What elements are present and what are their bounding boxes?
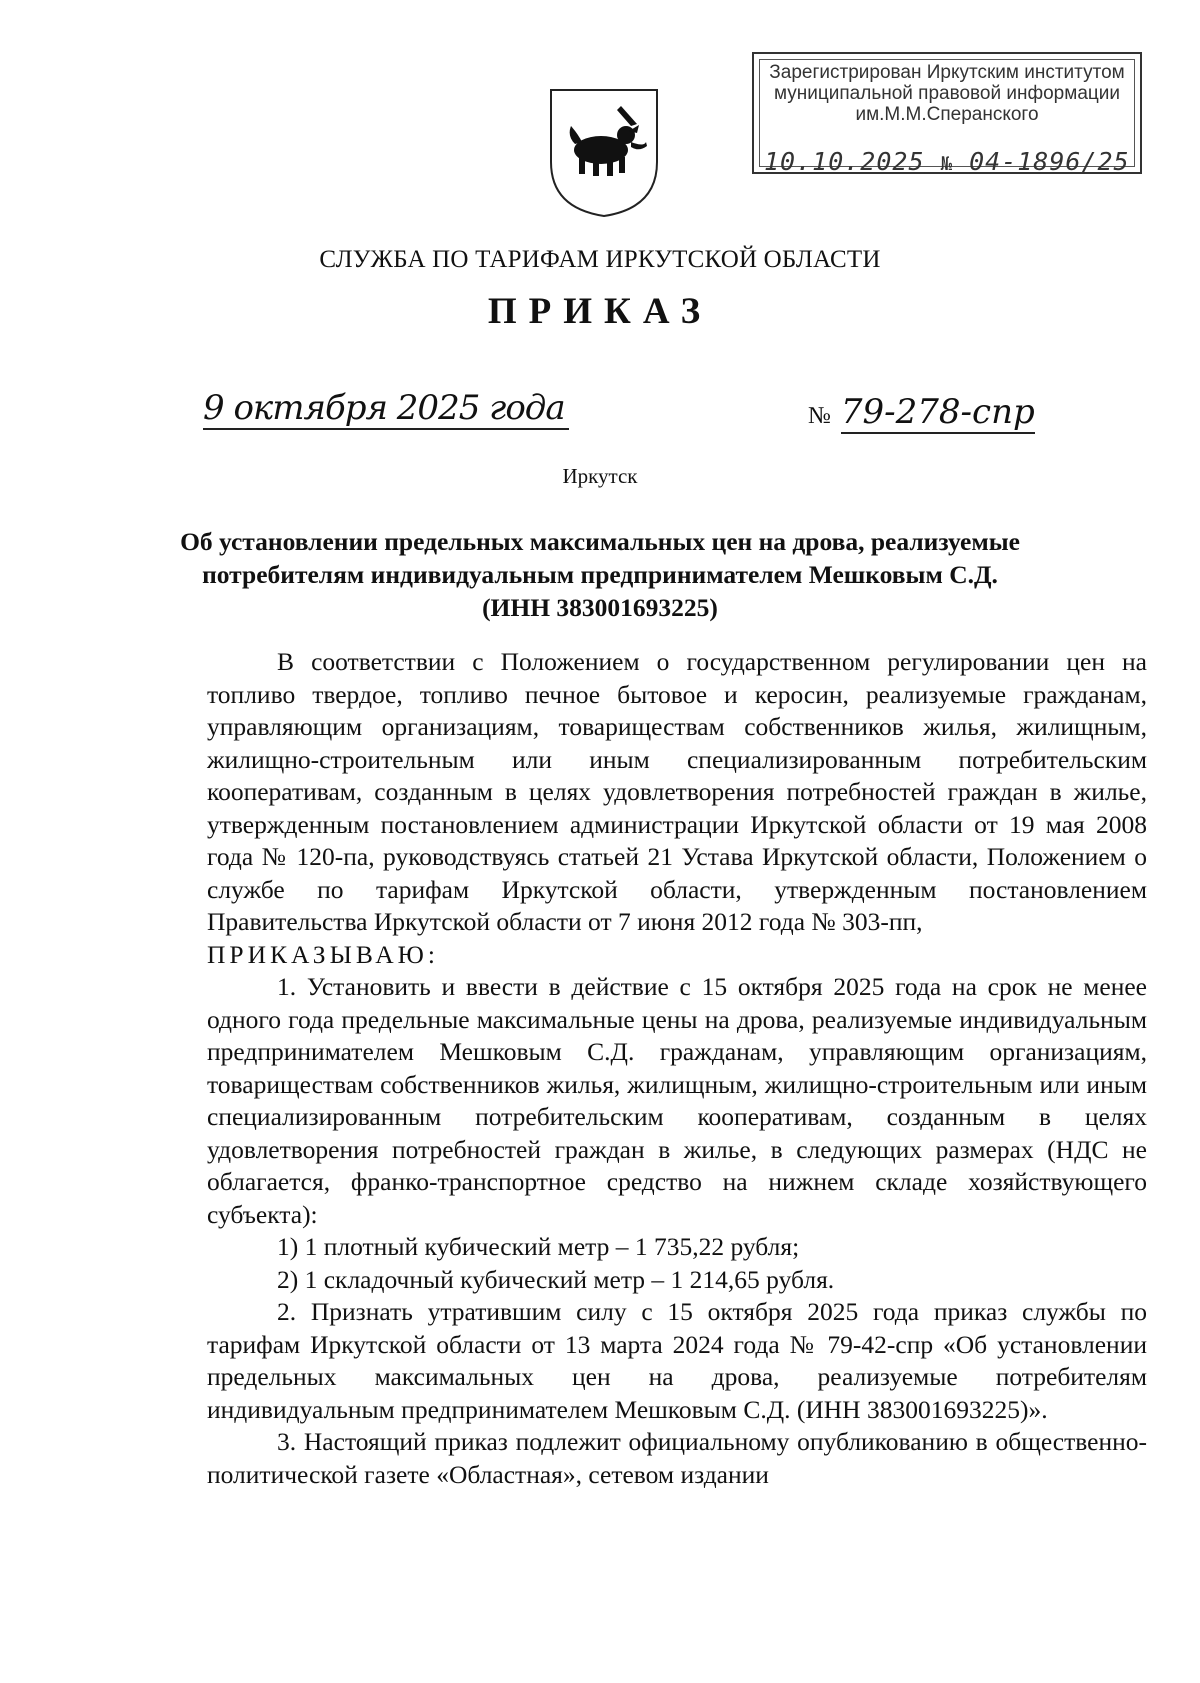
preamble-paragraph: В соответствии с Положением о государственном регулировании цен на топливо твердое, топливо печное бытовое и керосин, реализуемые гражданам, управляющим организациям, товариществам собственников жилья, жилищным, жилищно-строительным или иным специализированным потребительским кооперативам, созданным в целях удовлетворения потребностей граждан в жилье, утвержденным постановлением администрации Иркутской области от 19 мая 2008 года № 120-па, руководствуясь статьей 21 Устава Иркутской области, Положением о службе по тарифам Иркутской области, утвержденным постановлением Правительства Иркутской области от 7 июня 2012 года № 303-пп,: [207, 647, 1147, 936]
order-number: [808, 392, 1035, 432]
title-line-2: потребителям индивидуальным предпринимателем Мешковым С.Д.: [202, 560, 998, 589]
title-line-1: Об установлении предельных максимальных цен на дрова, реализуемые: [180, 527, 1020, 556]
item-3-paragraph: 3. Настоящий приказ подлежит официальному опубликованию в общественно-политической газете «Областная», сетевом издании: [207, 1427, 1147, 1489]
stamp-line-1: Зарегистрирован Иркутским институтом: [769, 62, 1125, 83]
stamp-reg-date: 10.10.2025: [764, 147, 925, 176]
irkutsk-coat-of-arms-icon: [545, 84, 663, 220]
city: Иркутск: [562, 464, 638, 488]
item-1-paragraph: 1. Установить и ввести в действие с 15 октября 2025 года на срок не менее одного года предельные максимальные цены на дрова, реализуемые индивидуальным предпринимателем Мешковым С.Д. гражданам, управляющим организациям, товариществам собственников жилья, жилищным, жилищно-строительным или иным специализированным потребительским кооперативам, созданным в целях удовлетворения потребностей граждан в жилье, в следующих размерах (НДС не облагается, франко-транспортное средство на нижнем складе хозяйствующего субъекта):: [207, 972, 1147, 1229]
order-word: ПРИКАЗЫВАЮ:: [207, 939, 439, 969]
stamp-registration: [764, 147, 1130, 176]
stamp-line-3: им.М.М.Сперанского: [855, 104, 1039, 125]
item-1-subitem-1: 1) 1 плотный кубический метр – 1 735,22 рубля;: [277, 1232, 800, 1261]
order-number-handwritten: 79-278-спр: [840, 392, 1035, 432]
item-2-paragraph: 2. Признать утратившим силу с 15 октября 2025 года приказ службы по тарифам Иркутской области от 13 марта 2024 года № 79-42-спр «Об установлении предельных максимальных цен на дрова, реализуемые потребителям индивидуальным предпринимателем Мешковым С.Д. (ИНН 383001693225)».: [207, 1297, 1147, 1424]
title-line-3: (ИНН 383001693225): [482, 593, 718, 622]
stamp-reg-no-label: №: [940, 153, 954, 175]
document-type: ПРИКАЗ: [487, 291, 713, 332]
stamp-reg-no: 04-1896/25: [969, 147, 1130, 176]
organization-name: СЛУЖБА ПО ТАРИФАМ ИРКУТСКОЙ ОБЛАСТИ: [319, 246, 881, 273]
item-1-subitem-2: 2) 1 складочный кубический метр – 1 214,65 рубля.: [277, 1264, 835, 1294]
order-number-label: №: [808, 403, 831, 429]
handwritten-date: 9 октября 2025 года: [203, 388, 569, 430]
document-body: [207, 646, 1147, 1491]
registration-stamp: [752, 52, 1142, 174]
document-title: [180, 525, 1020, 624]
stamp-line-2: муниципальной правовой информации: [774, 83, 1120, 104]
